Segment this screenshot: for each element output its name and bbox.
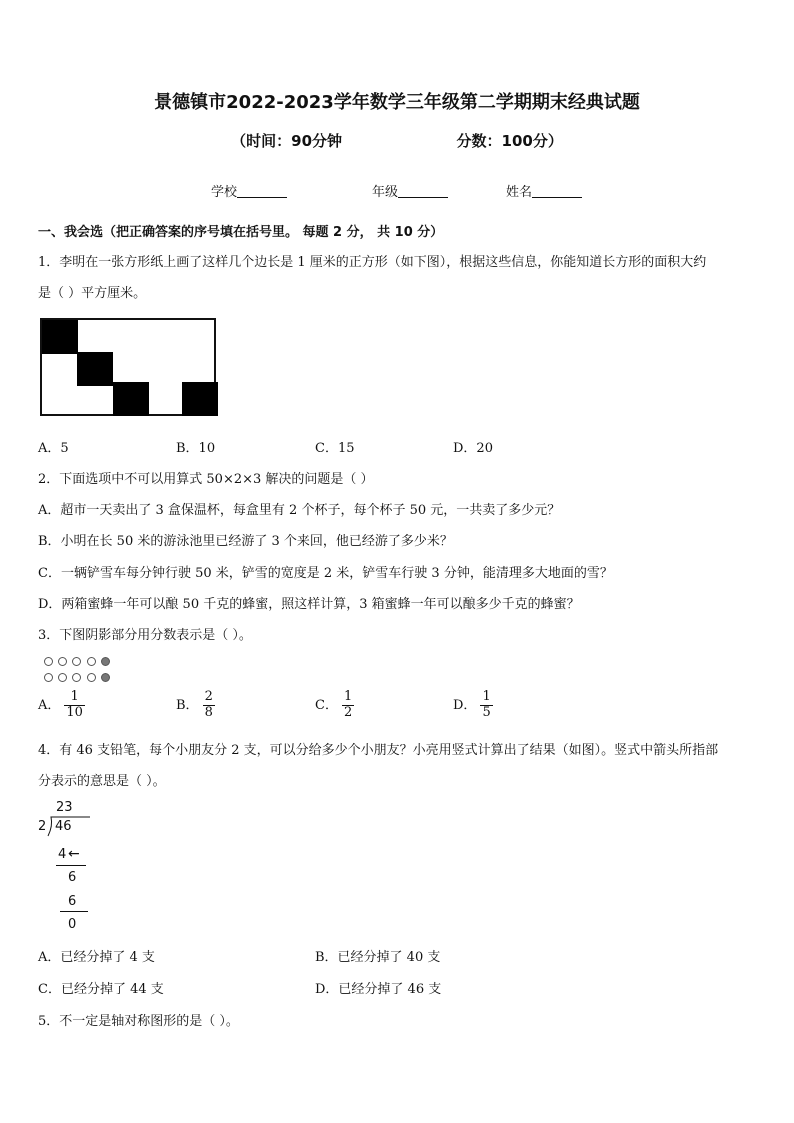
q5-stem: 5．不一定是轴对称图形的是（ ）。 bbox=[38, 1014, 239, 1029]
divisor: 2 bbox=[38, 819, 47, 834]
grade-field bbox=[372, 181, 448, 200]
numerator: 1 bbox=[343, 689, 353, 704]
fraction bbox=[480, 690, 492, 721]
q3-option-a[interactable] bbox=[38, 690, 85, 721]
name-field bbox=[506, 181, 582, 200]
q1-line1: 1．李明在一张方形纸上画了这样几个边长是 1 厘米的正方形（如下图），根据这些信息，你能知道长方形的面积大约 bbox=[38, 255, 707, 270]
q1-option-b[interactable]: B．10 bbox=[176, 441, 216, 456]
option-label: B． bbox=[176, 697, 199, 713]
section-heading: 一、我会选（把正确答案的序号填在括号里。 每题 2 分， 共 10 分） bbox=[38, 225, 444, 240]
denominator: 5 bbox=[482, 704, 491, 720]
school-field bbox=[211, 181, 287, 200]
circle bbox=[44, 657, 53, 666]
shaded-circle bbox=[101, 673, 110, 682]
school-label: 学校 bbox=[211, 185, 238, 200]
grade-label: 年级 bbox=[372, 185, 399, 200]
circle bbox=[72, 673, 81, 682]
denominator: 8 bbox=[204, 704, 213, 720]
final-remainder: 0 bbox=[68, 917, 77, 932]
q3-stem: 3．下图阴影部分用分数表示是（ ）。 bbox=[38, 628, 252, 643]
step-product-1: 4 bbox=[58, 847, 67, 862]
option-label: C． bbox=[315, 697, 338, 713]
q1-rectangle-figure bbox=[40, 318, 216, 416]
q2-option-d[interactable]: D．两箱蜜蜂一年可以酿 50 千克的蜂蜜，照这样计算，3 箱蜜蜂一年可以酿多少千克的蜂蜜？ bbox=[38, 597, 580, 612]
step-product-2: 6 bbox=[68, 894, 77, 909]
exam-meta bbox=[0, 130, 794, 151]
q2-option-b[interactable]: B．小明在长 50 米的游泳池里已经游了 3 个来回，他已经游了多少米？ bbox=[38, 534, 453, 549]
q2-option-c[interactable]: C．一辆铲雪车每分钟行驶 50 米，铲雪的宽度是 2 米，铲雪车行驶 3 分钟，能清理多大地面的雪？ bbox=[38, 566, 613, 581]
q2-option-a[interactable]: A．超市一天卖出了 3 盒保温杯，每盒里有 2 个杯子，每个杯子 50 元，一共卖了多少元？ bbox=[38, 503, 561, 518]
arrow-left-icon: ← bbox=[68, 846, 80, 862]
q1-option-d[interactable]: D．20 bbox=[453, 441, 493, 456]
page-title: 景德镇市2022-2023学年数学三年级第二学期期末经典试题 bbox=[154, 92, 640, 113]
black-square bbox=[113, 382, 149, 416]
option-label: D． bbox=[453, 697, 477, 713]
q3-option-d[interactable] bbox=[453, 690, 493, 721]
school-blank[interactable] bbox=[237, 184, 287, 198]
q4-option-a[interactable]: A．已经分掉了 4 支 bbox=[38, 950, 155, 965]
q1-option-a[interactable]: A．5 bbox=[38, 441, 69, 456]
q4-option-b[interactable]: B．已经分掉了 40 支 bbox=[315, 950, 441, 965]
q4-option-d[interactable]: D．已经分掉了 46 支 bbox=[315, 982, 442, 997]
step-remainder: 6 bbox=[68, 870, 77, 885]
grade-blank[interactable] bbox=[398, 184, 448, 198]
q3-option-c[interactable] bbox=[315, 690, 354, 721]
circle bbox=[87, 673, 96, 682]
division-line bbox=[60, 911, 88, 912]
option-label: A． bbox=[38, 697, 61, 713]
fraction bbox=[64, 690, 85, 721]
quotient: 23 bbox=[56, 800, 73, 815]
circle bbox=[87, 657, 96, 666]
fraction bbox=[203, 690, 215, 721]
black-square bbox=[77, 352, 113, 386]
black-square bbox=[182, 382, 218, 416]
circle bbox=[58, 673, 67, 682]
shaded-circle bbox=[101, 657, 110, 666]
denominator: 2 bbox=[343, 704, 353, 720]
q4-line2: 分表示的意思是（ ）。 bbox=[38, 774, 166, 789]
circle bbox=[58, 657, 67, 666]
q3-option-b[interactable] bbox=[176, 690, 215, 721]
numerator: 2 bbox=[204, 689, 213, 704]
q4-line1: 4．有 46 支铅笔，每个小朋友分 2 支，可以分给多少个小朋友？小亮用竖式计算出了结果（如图）。竖式中箭头所指部 bbox=[38, 743, 719, 758]
name-label: 姓名 bbox=[506, 185, 533, 200]
fraction bbox=[342, 690, 354, 721]
circle bbox=[72, 657, 81, 666]
long-division-figure bbox=[38, 800, 118, 940]
q2-stem: 2．下面选项中不可以用算式 50×2×3 解决的问题是（ ） bbox=[38, 472, 374, 487]
division-line bbox=[56, 865, 86, 866]
dividend: 46 bbox=[55, 819, 72, 834]
exam-time: （时间：90分钟 bbox=[231, 132, 343, 150]
denominator: 10 bbox=[66, 704, 83, 720]
exam-score: 分数：100分） bbox=[456, 132, 563, 150]
numerator: 1 bbox=[482, 689, 491, 704]
name-blank[interactable] bbox=[532, 184, 582, 198]
numerator: 1 bbox=[64, 690, 85, 706]
q4-option-c[interactable]: C．已经分掉了 44 支 bbox=[38, 982, 164, 997]
q1-line2: 是（ ）平方厘米。 bbox=[38, 286, 147, 301]
black-square bbox=[42, 320, 78, 354]
q1-option-c[interactable]: C．15 bbox=[315, 441, 355, 456]
circle bbox=[44, 673, 53, 682]
